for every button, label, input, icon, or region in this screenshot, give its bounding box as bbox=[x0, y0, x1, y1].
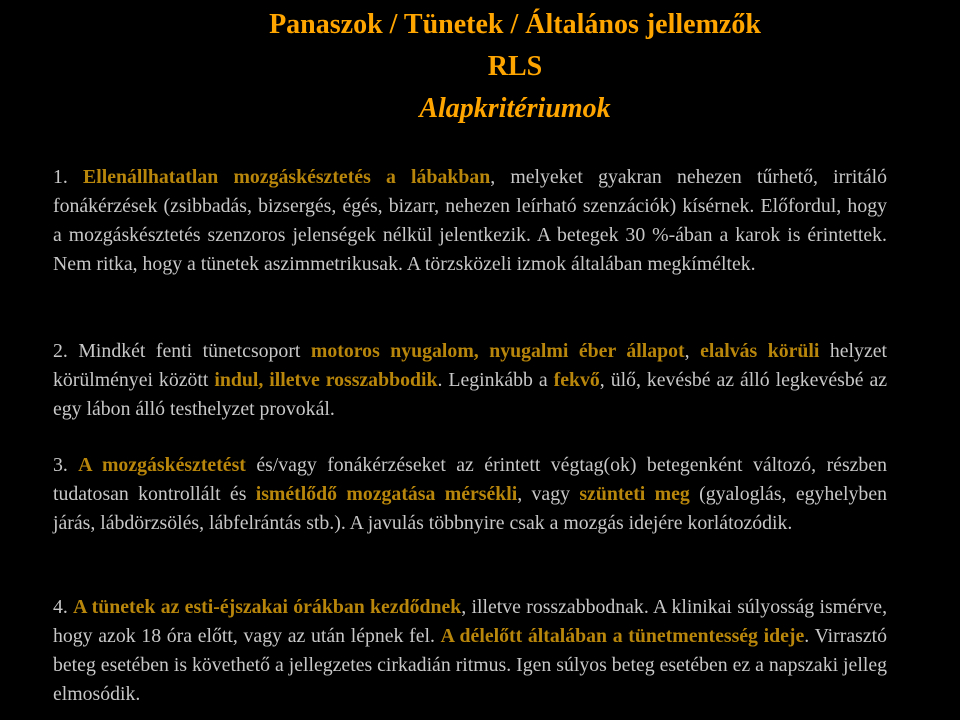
criterion-4 bbox=[53, 593, 887, 709]
body-text: és/vagy fonákérzéseket az érintett végtag(ok) betegenként változó, részben tudatosan kontrollált és bbox=[53, 454, 887, 505]
body-text: , melyeket gyakran nehezen tűrhető, irritáló fonákérzések (zsibbadás, bizsergés, égés, bizarr, nehezen leírható szenzációk) kísérnek. Előfordul, hogy a mozgáskésztetés szenzoros jelenségek nélkül jelentkezik. A betegek 30 %-ában a karok is érintettek. Nem ritka, hogy a tünetek aszimmetrikusak. A törzsközeli izmok általában megkíméltek. bbox=[53, 166, 887, 275]
body-text: (gyaloglás, egyhelyben járás, lábdörzsölés, lábfelrántás stb.). A javulás többnyire csak a mozgás idejére korlátozódik. bbox=[53, 483, 887, 534]
criterion-number: 1. bbox=[53, 166, 84, 188]
highlight-text: motoros nyugalom, nyugalmi éber állapot bbox=[310, 340, 685, 362]
highlight-text: szünteti meg bbox=[579, 483, 690, 505]
highlight-text: A délelőtt általában a tünetmentesség ideje bbox=[440, 625, 805, 647]
body-text: . Virrasztó beteg esetében is követhető a jellegzetes cirkadián ritmus. Igen súlyos beteg esetében ez a napszaki jelleg elmosódik. bbox=[53, 625, 887, 705]
body-text: , ülő, kevésbé az álló legkevésbé az egy lábon álló testhelyzet provokál. bbox=[53, 369, 888, 420]
title-line-2: RLS bbox=[487, 51, 543, 82]
highlight-text: indul, illetve rosszabbodik bbox=[214, 369, 438, 391]
criterion-2 bbox=[53, 337, 887, 424]
criterion-number: 3. bbox=[53, 454, 79, 476]
highlight-text: fekvő bbox=[553, 369, 600, 391]
criterion-1 bbox=[53, 163, 887, 279]
highlight-text: A tünetek az esti-éjszakai órákban kezdődnek bbox=[73, 596, 462, 618]
highlight-text: elalvás körüli bbox=[700, 340, 820, 362]
body-text: , bbox=[684, 340, 701, 362]
body-text: Mindkét fenti tünetcsoport bbox=[78, 340, 311, 362]
body-text: , illetve rosszabbodnak. A klinikai súlyosság ismérve, hogy azok 18 óra előtt, vagy az után lépnek fel. bbox=[53, 596, 888, 647]
highlight-text: A mozgáskésztetést bbox=[78, 454, 246, 476]
body-text: , vagy bbox=[517, 483, 580, 505]
highlight-text: Ellenállhatatlan mozgáskésztetés a lábakban bbox=[83, 166, 491, 188]
title-line-1: Panaszok / Tünetek / Általános jellemzők bbox=[269, 9, 761, 40]
criterion-number: 2. bbox=[53, 340, 79, 362]
title-line-3: Alapkritériumok bbox=[419, 93, 611, 124]
highlight-text: ismétlődő mozgatása mérsékli bbox=[255, 483, 518, 505]
criterion-3 bbox=[53, 451, 887, 538]
body-text: helyzet körülményei között bbox=[53, 340, 888, 391]
criterion-number: 4. bbox=[53, 596, 74, 618]
slide-title bbox=[0, 4, 960, 130]
body-text: . Leginkább a bbox=[437, 369, 554, 391]
